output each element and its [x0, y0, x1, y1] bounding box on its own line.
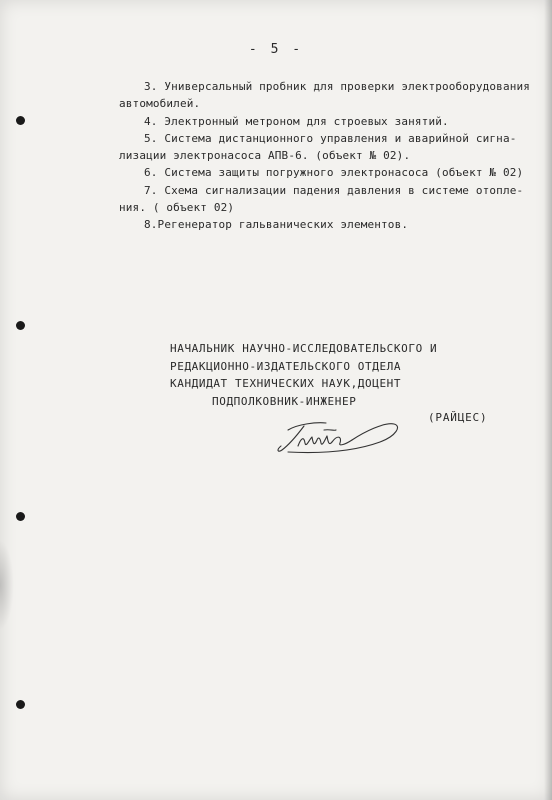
punch-hole	[16, 321, 25, 330]
signature-title-line: КАНДИДАТ ТЕХНИЧЕСКИХ НАУК,ДОЦЕНТ	[170, 377, 402, 390]
signature-title-line: НАЧАЛЬНИК НАУЧНО-ИССЛЕДОВАТЕЛЬСКОГО И	[170, 342, 438, 355]
punch-hole	[16, 116, 25, 125]
page-edge-shadow	[544, 0, 552, 800]
list-item: 3. Универсальный пробник для проверки электрооборудования	[144, 80, 531, 93]
list-item-continuation: лизации электронасоса АПВ-6. (объект № 02).	[119, 149, 411, 163]
page-stain	[0, 540, 14, 630]
list-item-continuation: автомобилей.	[119, 97, 201, 111]
list-item: 7. Схема сигнализации падения давления в системе отопле-	[144, 183, 524, 197]
punch-hole	[16, 512, 25, 521]
page-number: - 5 -	[248, 42, 304, 57]
item-list	[119, 78, 539, 234]
handwritten-signature	[268, 410, 408, 460]
list-item: 6. Система защиты погружного электронасоса (объект № 02)	[144, 166, 524, 180]
list-item: 5. Система дистанционного управления и аварийной сигна-	[144, 131, 517, 145]
signature-title-block	[170, 340, 437, 410]
list-item-continuation: ния. ( объект 02)	[119, 201, 235, 215]
signature-title-line: ПОДПОЛКОВНИК-ИНЖЕНЕР	[212, 394, 357, 408]
list-item: 4. Электронный метроном для строевых занятий.	[144, 114, 449, 128]
signatory-surname: (РАЙЦЕС)	[428, 411, 488, 424]
signature-title-line: РЕДАКЦИОННО-ИЗДАТЕЛЬСКОГО ОТДЕЛА	[170, 359, 402, 373]
list-item: 8.Регенератор гальванических элементов.	[144, 218, 409, 232]
punch-hole	[16, 700, 25, 709]
